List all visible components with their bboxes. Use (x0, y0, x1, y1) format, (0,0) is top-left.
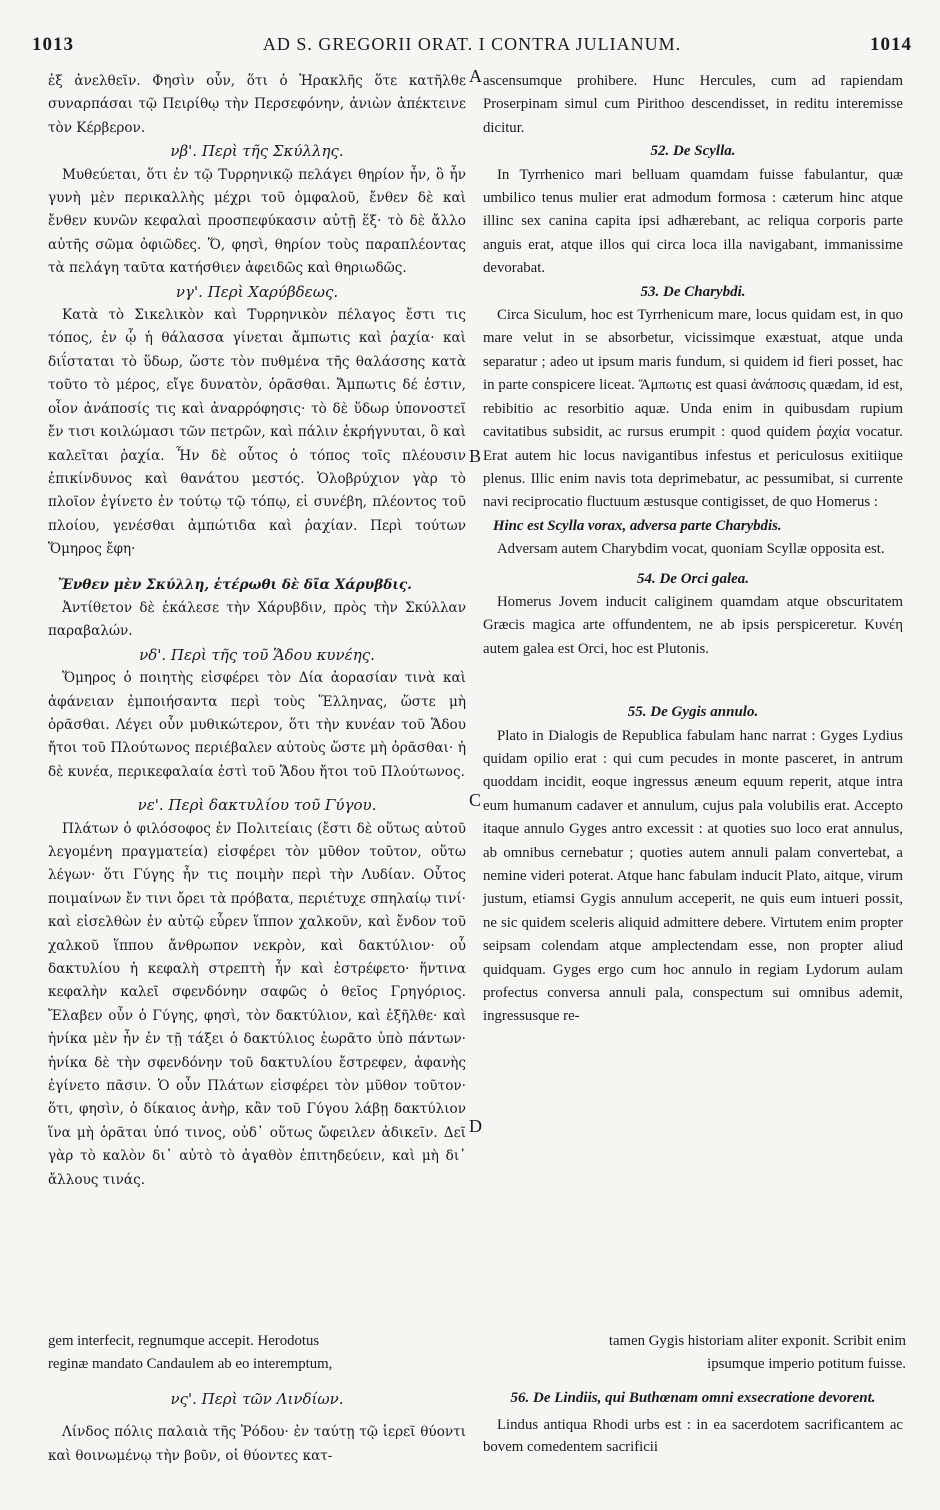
page-number-right: 1014 (869, 34, 912, 55)
latin-paragraph-53b: Adversam autem Charybdim vocat, quoniam Scyllæ opposita est. (497, 541, 885, 558)
continuation-line-1 (48, 1330, 906, 1353)
continuation-line-2 (48, 1353, 906, 1376)
latin-paragraph-53: Circa Siculum, hoc est Tyrrhenicum mare, locus quidam est, in quo mare velut in se absorbetur, vicissimque exæstuat, atque unda separatur ; adeo ut ipsum maris fundum, si quidem id fieri posset, hac in parte conspicere liceat. Ἄμπωτις est quasi ἀνάποσις quædam, id est, rebibitio ac resorbitio aquæ. Unda enim in quibusdam rupium cavitatibus subsidit, ac rursus erumpit : quod quidem ῥαχία vocatur. Erat autem hic locus navigantibus infestus et periculosus exitiique plenus. Illic enim navis tota deprimebatur, ac pessumibat, si currente navi reciprocatio fluctuum æstusque contigisset, de quo Homerus : (483, 307, 903, 511)
greek-paragraph-54: Ὅμηρος ὁ ποιητὴς εἰσφέρει τὸν Δία ἀορασίαν τινὰ καὶ ἀφάνειαν ἐμποιήσαντα περὶ τοὺς Ἕλληνας, ὥστε μὴ ὁρᾶσθαι. Λέγει οὖν μυθικώτερον, ὅτι τὴν κυνέαν τοῦ Ἅδου ἤτοι τοῦ Πλούτωνος περιέβαλεν αὐτοὺς ὥστε μὴ ὁρᾶσθαι· ἡ δὲ κυνέα, περικεφαλαία ἐστὶ τοῦ Ἅδου ἤτοι τοῦ Πλούτωνος. (48, 670, 466, 780)
greek-paragraph-intro: ἐξ ἀνελθεῖν. Φησὶν οὖν, ὅτι ὁ Ἡρακλῆς ὅτε κατῆλθε συναρπάσαι τῷ Πειρίθῳ τὴν Περσεφόνην, ἀνιὼν ἀπέκτεινε τὸν Κέρβερον. (48, 73, 466, 136)
margin-letter-d: D (469, 1116, 482, 1136)
latin-paragraph-52: In Tyrrhenico mari belluam quamdam fuisse fabulantur, quæ umbilico tenus mulier erat admodum formosa : cæterum hinc atque illinc sex canina capita ipsi adhærebant, ac reliqua corporis parte anguis erat, atque illos qui circa loca illa navigabant, immanissime devorabat. (483, 166, 903, 277)
greek-paragraph-55: Πλάτων ὁ φιλόσοφος ἐν Πολιτείαις (ἔστι δὲ οὕτως αὐτοῦ λεγομένη πραγματεία) εἰσφέρει τὸν μῦθον τοῦτον, οὕτω λέγων· ὅτι Γύγης ἦν τις ποιμὴν περὶ τὴν Λυδίαν. Οὗτος ποιμαίνων ἔν τινι ὄρει τὰ πρόβατα, περιέτυχε σπηλαίῳ τινί· καὶ εἰσελθὼν ἐν αὐτῷ εὗρεν ἵππον χαλκοῦν, καὶ ἔνδον τοῦ χαλκοῦ ἵππου ἄνθρωπον νεκρὸν, καὶ δακτύλιον· οὗ δακτυλίου ἡ κεφαλὴ στρεπτὴ ἦν καὶ ἐστρέφετο· ἥντινα κεφαλὴν καλεῖ σφενδόνην σαφῶς ὁ θεῖος Γρηγόριος. Ἔλαβεν οὖν ὁ Γύγης, φησὶ, τὸν δακτύλιον, καὶ ἐξῆλθε· καὶ ἡνίκα μὲν ἦν ἐν τῇ τάξει ὁ δακτύλιος ἑωρᾶτο ὑπὸ πάντων· ἡνίκα δὲ τὴν σφενδόνην τοῦ δακτυλίου ἔστρεφεν, ἀφανὴς ἐγίνετο πᾶσιν. Ὁ οὖν Πλάτων εἰσφέρει τὸν μῦθον τοῦτον· ὅτι, φησὶν, ὁ δίκαιος ἀνὴρ, κἂν τοῦ Γύγου λάβῃ δακτύλιον ἵνα μὴ ὁρᾶται ὑπό τινος, οὐδ᾽ οὕτως ὤφειλεν ἀδικεῖν. Δεῖ γὰρ τὸ καλὸν δι᾽ αὐτὸ τὸ ἀγαθὸν ἐπιτηδεύειν, καὶ μὴ δι᾽ ἄλλους τινάς. (48, 820, 466, 1188)
latin-paragraph-55: Plato in Dialogis de Republica fabulam hanc narrat : Gyges Lydius quidam opilio erat : qui cum pecudes in monte pasceret, in antrum quoddam incidit, eoque ingressus æneum equum reperit, atque intra eum humanum cadaver et annulum, cujus pala volubilis erat. Accepto itaque annulo Gyges antro excessit : at quoties suo loco erat annulus, ab omnibus cernebatur ; quoties autem annuli palam convertebat, a nemine videri poterat. Atque hanc fabulam inducit Plato, aitque, virum justum, etiamsi Gygis annulum acceperit, ne quis eum intueri possit, ne sic quidem sceleris aliquid admittere debere. Virtutem enim propter seipsam colendam atque amplectendam esse, non propter aliud quidquam. Gyges ergo cum hoc annulo in regiam Lydorum aulam profectus conversa annuli pala, conspectum sui omnibus ademit, ingressusque re- (483, 727, 903, 1025)
greek-column (48, 70, 466, 1500)
page-number-left: 1013 (32, 34, 74, 55)
greek-heading-55: νε'. Περὶ δακτυλίου τοῦ Γύγου. (137, 796, 377, 815)
latin-paragraph-56: Lindus antiqua Rhodi urbs est : in ea sacerdotem sacrificantem ac bovem comedentem sacrificii (483, 1417, 903, 1455)
margin-letter-a: A (469, 66, 482, 86)
latin-verse: Hinc est Scylla vorax, adversa parte Charybdis. (493, 517, 782, 534)
greek-paragraph-56: Λίνδος πόλις παλαιὰ τῆς Ῥόδου· ἐν ταύτῃ τῷ ἱερεῖ θύοντι καὶ θοινωμένῳ τὴν βοῦν, οἱ θύοντες κατ- (48, 1424, 466, 1464)
latin-heading-55: 55. De Gygis annulo. (627, 704, 759, 721)
latin-heading-56: 56. De Lindiis, qui Buthœnam omni exsecratione devorent. (510, 1390, 876, 1406)
greek-heading-54: νδ'. Περὶ τῆς τοῦ Ἅδου κυνέης. (139, 645, 375, 664)
continuation-line-1-left: gem interfecit, regnumque accepit. Herodotus (48, 1333, 320, 1349)
greek-paragraph-53b: Ἀντίθετον δὲ ἐκάλεσε τὴν Χάρυβδιν, πρὸς τὴν Σκύλλαν παραβαλών. (48, 599, 466, 640)
continuation-line-2-left: reginæ mandato Candaulem ab eo interemptum, (48, 1356, 333, 1373)
margin-letter-b: B (469, 446, 482, 466)
latin-heading-52: 52. De Scylla. (650, 143, 736, 160)
greek-paragraph-53: Κατὰ τὸ Σικελικὸν καὶ Τυρρηνικὸν πέλαγος ἔστι τις τόπος, ἐν ᾧ ἡ θάλασσα γίνεται ἄμπωτις καὶ ῥαχία· καὶ διΐσταται τὸ ὕδωρ, ὥστε τὸν πυθμένα τῆς θαλάσσης κατὰ τοῦτο τὸ μέρος, εἴγε δυνατὸν, ὁρᾶσθαι. Ἄμπωτις δέ ἐστιν, οἷον ἀνάποσίς τις καὶ ἀναρρόφησις· τὸ δὲ ὕδωρ ὑπονοστεῖ ἔν τισι κοιλώμασι τῶν πετρῶν, καὶ πάλιν ἐκρήγνυται, ὃ καὶ καλεῖται ῥαχία. Ἦν δὲ οὗτος ὁ τόπος τοῖς πλέουσιν ἐπικίνδυνος καὶ θανάτου μεστός. Ὁλοβρύχιον γὰρ τὸ πλοῖον ἐγίνετο ἐν τούτῳ τῷ τόπῳ, εἰ συνέβη, πλέοντος τοῦ πλοίου, γενέσθαι ἀμπώτιδα καὶ ῥαχίαν. Περὶ τούτων Ὅμηρος ἔφη· (48, 307, 466, 558)
running-header (32, 34, 912, 64)
latin-paragraph-intro: ascensumque prohibere. Hunc Hercules, cum ad rapiendam Proserpinam simul cum Pirithoo descendisset, in reditu interemisse dicitur. (483, 73, 903, 136)
continuation-line-2-right: ipsumque imperio potitum fuisse. (707, 1356, 906, 1373)
continuation-lines (48, 1330, 906, 1377)
greek-heading-53: νγ'. Περὶ Χαρύβδεως. (175, 282, 339, 301)
latin-column (483, 70, 903, 1500)
latin-paragraph-54: Homerus Jovem inducit caliginem quamdam atque obscuritatem Græcis magica arte offundentem, ne ab ipsis perspiceretur. Κυνέη autem galea est Orci, hoc est Plutonis. (483, 593, 903, 657)
greek-paragraph-52: Μυθεύεται, ὅτι ἐν τῷ Τυρρηνικῷ πελάγει θηρίον ἦν, ὃ ἦν γυνὴ μὲν περικαλλὴς μέχρι τοῦ ὀμφαλοῦ, ἔνθεν δὲ καὶ ἔνθεν κυνῶν κεφαλαὶ προσπεφύκασιν αὐτῇ ἕξ· τὸ δὲ ἄλλο αὐτῆς σῶμα ὀφιῶδες. Ὅ, φησὶ, θηρίον τοὺς παραπλέοντας τὰ πελάγη ταῦτα κατήσθιεν ἀφειδῶς καὶ θηριωδῶς. (48, 166, 466, 277)
running-title: AD S. GREGORII ORAT. I CONTRA JULIANUM. (262, 34, 682, 54)
latin-section-56 (483, 1388, 903, 1500)
greek-verse: Ἔνθεν μὲν Σκύλλη, ἑτέρωθι δὲ δῖα Χάρυβδις. (58, 576, 412, 593)
greek-heading-56: νς'. Περὶ τῶν Λινδίων. (170, 1390, 344, 1408)
latin-heading-54: 54. De Orci galea. (636, 570, 750, 587)
continuation-line-1-right: tamen Gygis historiam aliter exponit. Scribit enim (608, 1333, 906, 1349)
margin-letter-c: C (469, 790, 482, 810)
latin-heading-53: 53. De Charybdi. (640, 283, 746, 300)
greek-heading-52: νβ'. Περὶ τῆς Σκύλλης. (170, 142, 344, 161)
greek-section-56 (48, 1388, 466, 1500)
